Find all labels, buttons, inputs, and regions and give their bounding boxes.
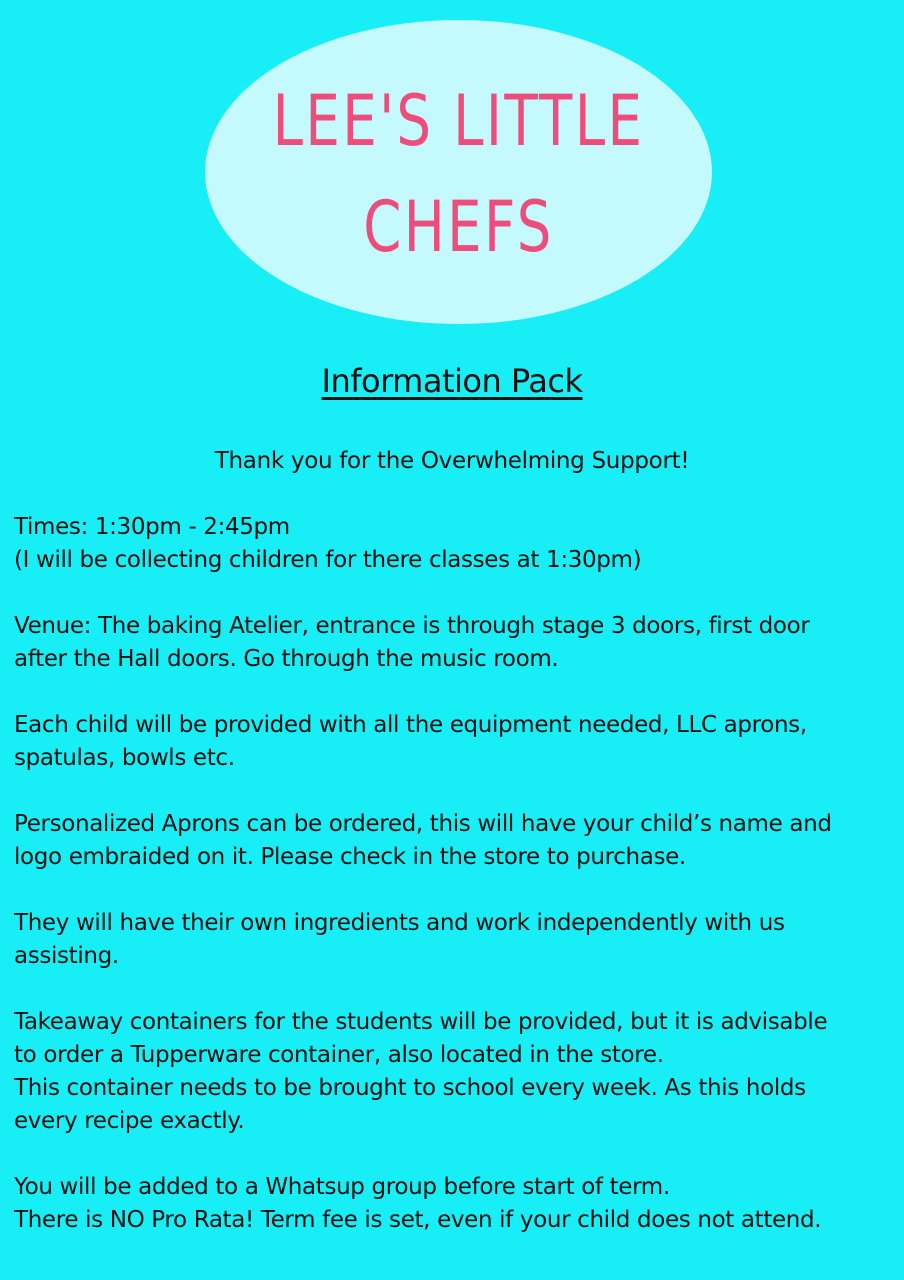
info-content — [14, 511, 894, 1270]
text-line: Venue: The baking Atelier, entrance is through stage 3 doors, first door — [14, 613, 810, 639]
thank-you-subtitle: Thank you for the Overwhelming Support! — [214, 448, 690, 474]
aprons-paragraph — [14, 808, 894, 874]
text-line: assisting. — [14, 943, 119, 969]
text-line: Takeaway containers for the students will be provided, but it is advisable — [14, 1009, 828, 1035]
text-line: This container needs to be brought to school every week. As this holds — [14, 1075, 806, 1101]
text-line: They will have their own ingredients and work independently with us — [14, 910, 785, 936]
logo-text-line-1: LEE'S LITTLE — [272, 80, 645, 162]
page-title: Information Pack — [321, 362, 583, 400]
equipment-paragraph — [14, 709, 894, 775]
text-line: Each child will be provided with all the equipment needed, LLC aprons, — [14, 712, 807, 738]
text-line: every recipe exactly. — [14, 1108, 245, 1134]
venue-paragraph — [14, 610, 894, 676]
ingredients-paragraph — [14, 907, 894, 973]
text-line: Personalized Aprons can be ordered, this will have your child’s name and — [14, 811, 832, 837]
text-line: There is NO Pro Rata! Term fee is set, even if your child does not attend. — [14, 1207, 822, 1233]
text-line: spatulas, bowls etc. — [14, 745, 235, 771]
logo-text-line-2: CHEFS — [363, 186, 554, 268]
whatsapp-fee-paragraph — [14, 1171, 894, 1237]
text-line: You will be added to a Whatsup group before start of term. — [14, 1174, 670, 1200]
text-line: to order a Tupperware container, also located in the store. — [14, 1042, 664, 1068]
text-line: (I will be collecting children for there classes at 1:30pm) — [14, 547, 642, 573]
text-line: Times: 1:30pm - 2:45pm — [14, 514, 290, 540]
logo-oval — [205, 20, 712, 324]
text-line: after the Hall doors. Go through the music room. — [14, 646, 559, 672]
times-paragraph — [14, 511, 894, 577]
text-line: logo embraided on it. Please check in the store to purchase. — [14, 844, 686, 870]
containers-paragraph — [14, 1006, 894, 1138]
